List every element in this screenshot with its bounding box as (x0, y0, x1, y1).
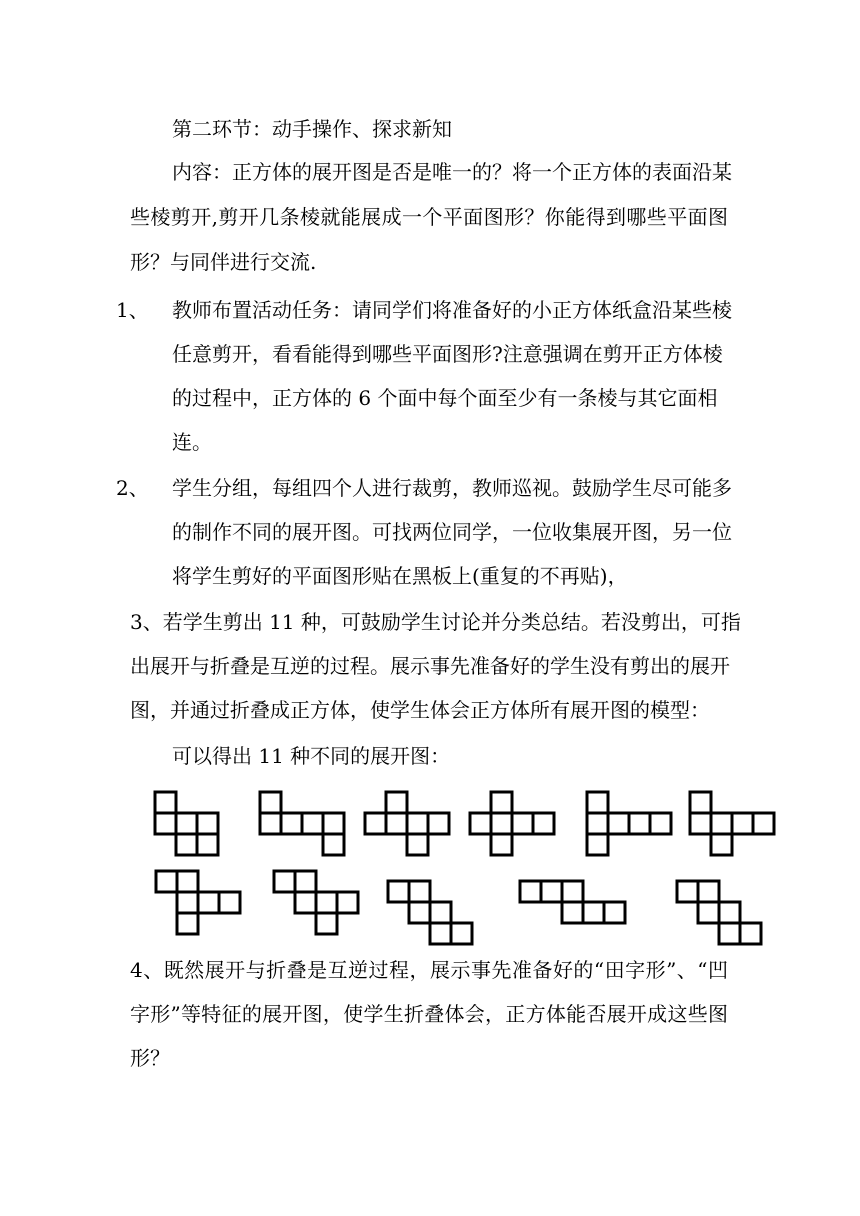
net-square (690, 792, 711, 813)
net-square (386, 813, 407, 834)
net-square (409, 881, 430, 902)
net-square (562, 881, 583, 902)
net-square (587, 834, 608, 855)
net-square (587, 792, 608, 813)
nets-caption: 可以得出 11 种不同的展开图： (172, 744, 451, 768)
net-square (260, 792, 281, 813)
net-square (470, 813, 491, 834)
net-square (388, 881, 409, 902)
cube-net-7 (156, 871, 240, 934)
cube-nets-figure (140, 780, 800, 950)
net-square (177, 871, 198, 892)
cube-net-5 (587, 792, 671, 855)
net-square (295, 892, 316, 913)
net-square (491, 792, 512, 813)
item1-line-1: 教师布置活动任务：请同学们将准备好的小正方体纸盒沿某些棱 (172, 298, 732, 322)
net-square (198, 892, 219, 913)
net-square (583, 902, 604, 923)
net-square (604, 902, 625, 923)
item1-marker: 1、 (116, 298, 149, 322)
net-square (430, 923, 451, 944)
net-square (512, 813, 533, 834)
net-square (386, 792, 407, 813)
item1-line-2: 任意剪开，看看能得到哪些平面图形?注意强调在剪开正方体棱 (172, 342, 723, 366)
item2-line-1: 学生分组，每组四个人进行裁剪，教师巡视。鼓励学生尽可能多 (172, 476, 732, 500)
item4-line-1: 4、既然展开与折叠是互逆过程，展示事先准备好的“田字形”、“凹 (130, 958, 728, 982)
net-square (719, 902, 740, 923)
net-square (740, 923, 761, 944)
cube-net-8 (274, 871, 358, 934)
intro-line-1: 内容：正方体的展开图是否是唯一的？将一个正方体的表面沿某 (172, 160, 732, 184)
net-square (197, 813, 218, 834)
net-square (562, 902, 583, 923)
net-square (407, 813, 428, 834)
net-square (732, 813, 753, 834)
section-title: 第二环节：动手操作、探求新知 (172, 117, 452, 141)
item2-line-2: 的制作不同的展开图。可找两位同学，一位收集展开图，另一位 (172, 520, 732, 544)
net-square (409, 902, 430, 923)
net-square (176, 813, 197, 834)
net-square (491, 834, 512, 855)
net-square (451, 923, 472, 944)
net-square (428, 813, 449, 834)
net-square (541, 881, 562, 902)
item4-line-2: 字形”等特征的展开图，使学生折叠体会，正方体能否展开成这些图 (130, 1002, 728, 1026)
net-square (698, 881, 719, 902)
net-square (608, 813, 629, 834)
net-square (323, 813, 344, 834)
item3-line-1: 3、若学生剪出 11 种，可鼓励学生讨论并分类总结。若没剪出，可指 (130, 610, 741, 634)
net-square (219, 892, 240, 913)
net-square (281, 813, 302, 834)
net-square (365, 813, 386, 834)
item4-line-3: 形？ (130, 1046, 170, 1070)
cube-net-1 (155, 792, 218, 855)
net-square (155, 792, 176, 813)
net-square (650, 813, 671, 834)
net-square (690, 813, 711, 834)
net-square (197, 834, 218, 855)
cube-net-3 (365, 792, 449, 855)
net-square (156, 871, 177, 892)
net-square (177, 892, 198, 913)
net-square (337, 892, 358, 913)
cube-net-9 (388, 881, 472, 944)
net-square (155, 813, 176, 834)
net-square (295, 871, 316, 892)
net-square (753, 813, 774, 834)
net-square (698, 902, 719, 923)
net-square (176, 834, 197, 855)
net-square (407, 834, 428, 855)
item3-line-2: 出展开与折叠是互逆的过程。展示事先准备好的学生没有剪出的展开 (130, 654, 730, 678)
cube-net-4 (470, 792, 554, 855)
net-square (302, 813, 323, 834)
cube-net-6 (690, 792, 774, 855)
net-square (323, 834, 344, 855)
net-square (260, 813, 281, 834)
intro-line-3: 形？与同伴进行交流. (130, 250, 317, 274)
intro-line-2: 些棱剪开,剪开几条棱就能展成一个平面图形？你能得到哪些平面图 (130, 205, 728, 229)
net-square (316, 913, 337, 934)
net-square (491, 813, 512, 834)
net-square (587, 813, 608, 834)
net-square (677, 881, 698, 902)
cube-net-10 (520, 881, 625, 923)
cube-net-2 (260, 792, 344, 855)
net-square (316, 892, 337, 913)
net-square (177, 913, 198, 934)
item2-marker: 2、 (116, 476, 149, 500)
net-square (430, 902, 451, 923)
net-square (629, 813, 650, 834)
item1-line-4: 连。 (172, 430, 212, 454)
item1-line-3: 的过程中，正方体的 6 个面中每个面至少有一条棱与其它面相 (172, 386, 718, 410)
cube-net-11 (677, 881, 761, 944)
item3-line-3: 图，并通过折叠成正方体，使学生体会正方体所有展开图的模型： (130, 698, 710, 722)
item2-line-3: 将学生剪好的平面图形贴在黑板上(重复的不再贴)， (172, 564, 628, 588)
net-square (274, 871, 295, 892)
net-square (520, 881, 541, 902)
net-square (533, 813, 554, 834)
net-square (719, 923, 740, 944)
net-square (711, 813, 732, 834)
net-square (711, 834, 732, 855)
